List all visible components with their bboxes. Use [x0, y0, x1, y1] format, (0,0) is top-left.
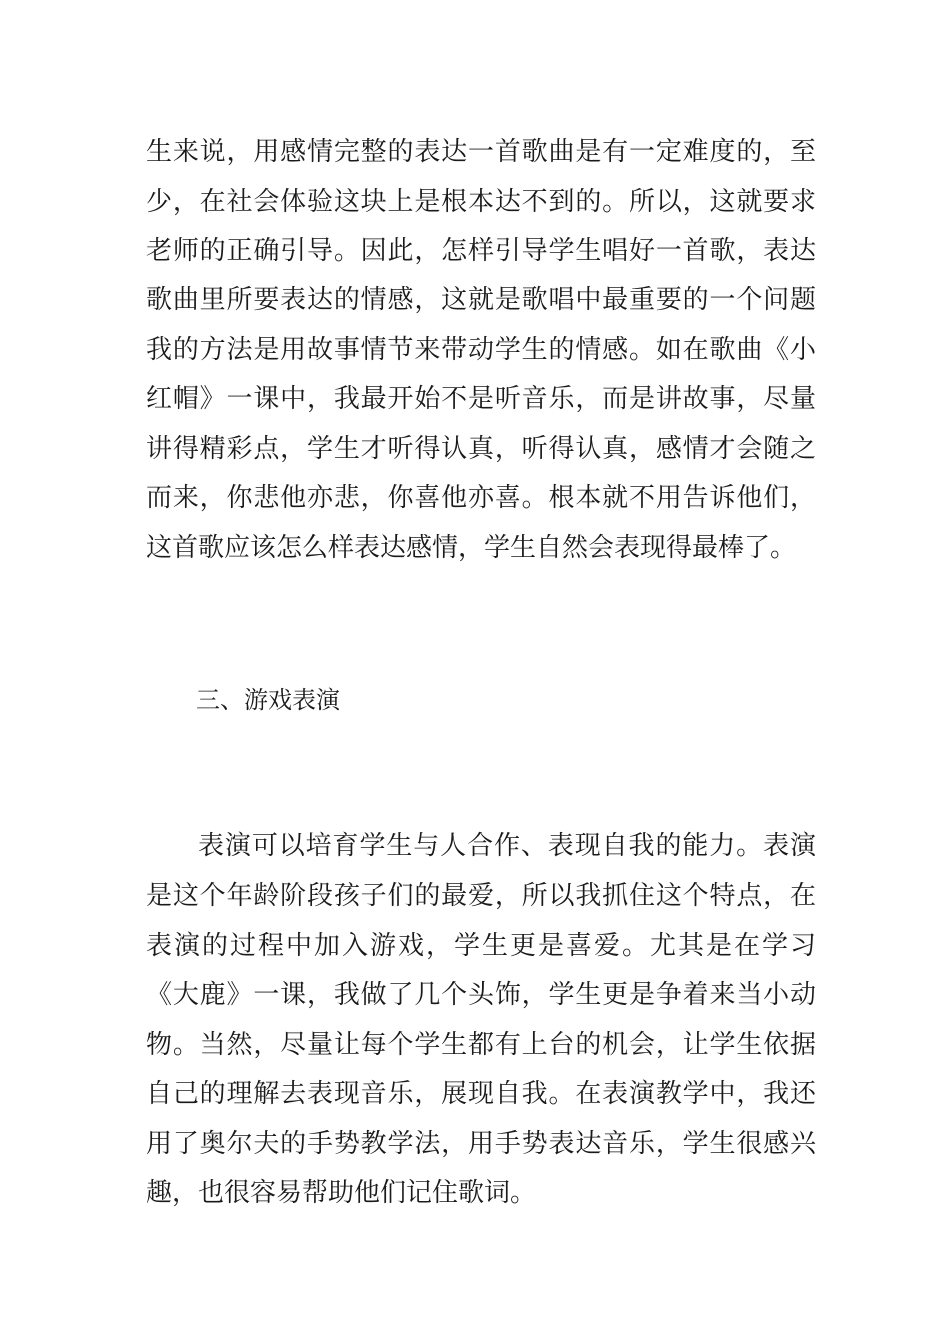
paragraph-line: 老师的正确引导。因此，怎样引导学生唱好一首歌，表达: [146, 236, 816, 266]
paragraph-line: 歌曲里所要表达的情感，这就是歌唱中最重要的一个问题: [146, 285, 816, 315]
paragraph-line: 我的方法是用故事情节来带动学生的情感。如在歌曲《小: [146, 335, 816, 365]
paragraph-line: 生来说，用感情完整的表达一首歌曲是有一定难度的，至: [146, 137, 816, 167]
paragraph-line: 讲得精彩点，学生才听得认真，听得认真，感情才会随之: [146, 434, 816, 464]
paragraph-line: 红帽》一课中，我最开始不是听音乐，而是讲故事，尽量: [146, 384, 816, 414]
paragraph-line: 趣，也很容易帮助他们记住歌词。: [146, 1178, 537, 1208]
paragraph-line: 这首歌应该怎么样表达感情，学生自然会表现得最棒了。: [146, 533, 797, 563]
paragraph-line: 自己的理解去表现音乐，展现自我。在表演教学中，我还: [146, 1079, 816, 1109]
section-heading: 三、游戏表演: [196, 686, 340, 714]
paragraph-line: 表演的过程中加入游戏，学生更是喜爱。尤其是在学习: [146, 931, 816, 961]
paragraph-line: 《大鹿》一课，我做了几个头饰，学生更是争着来当小动: [146, 980, 816, 1010]
paragraph-line: 而来，你悲他亦悲，你喜他亦喜。根本就不用告诉他们，: [146, 483, 816, 513]
paragraph-line: 用了奥尔夫的手势教学法，用手势表达音乐，学生很感兴: [146, 1129, 816, 1159]
paragraph-line: 表演可以培育学生与人合作、表现自我的能力。表演: [198, 831, 816, 861]
paragraph-line: 是这个年龄阶段孩子们的最爱，所以我抓住这个特点，在: [146, 881, 816, 911]
paragraph-line: 物。当然，尽量让每个学生都有上台的机会，让学生依据: [146, 1030, 816, 1060]
paragraph-line: 少，在社会体验这块上是根本达不到的。所以，这就要求: [146, 187, 816, 217]
